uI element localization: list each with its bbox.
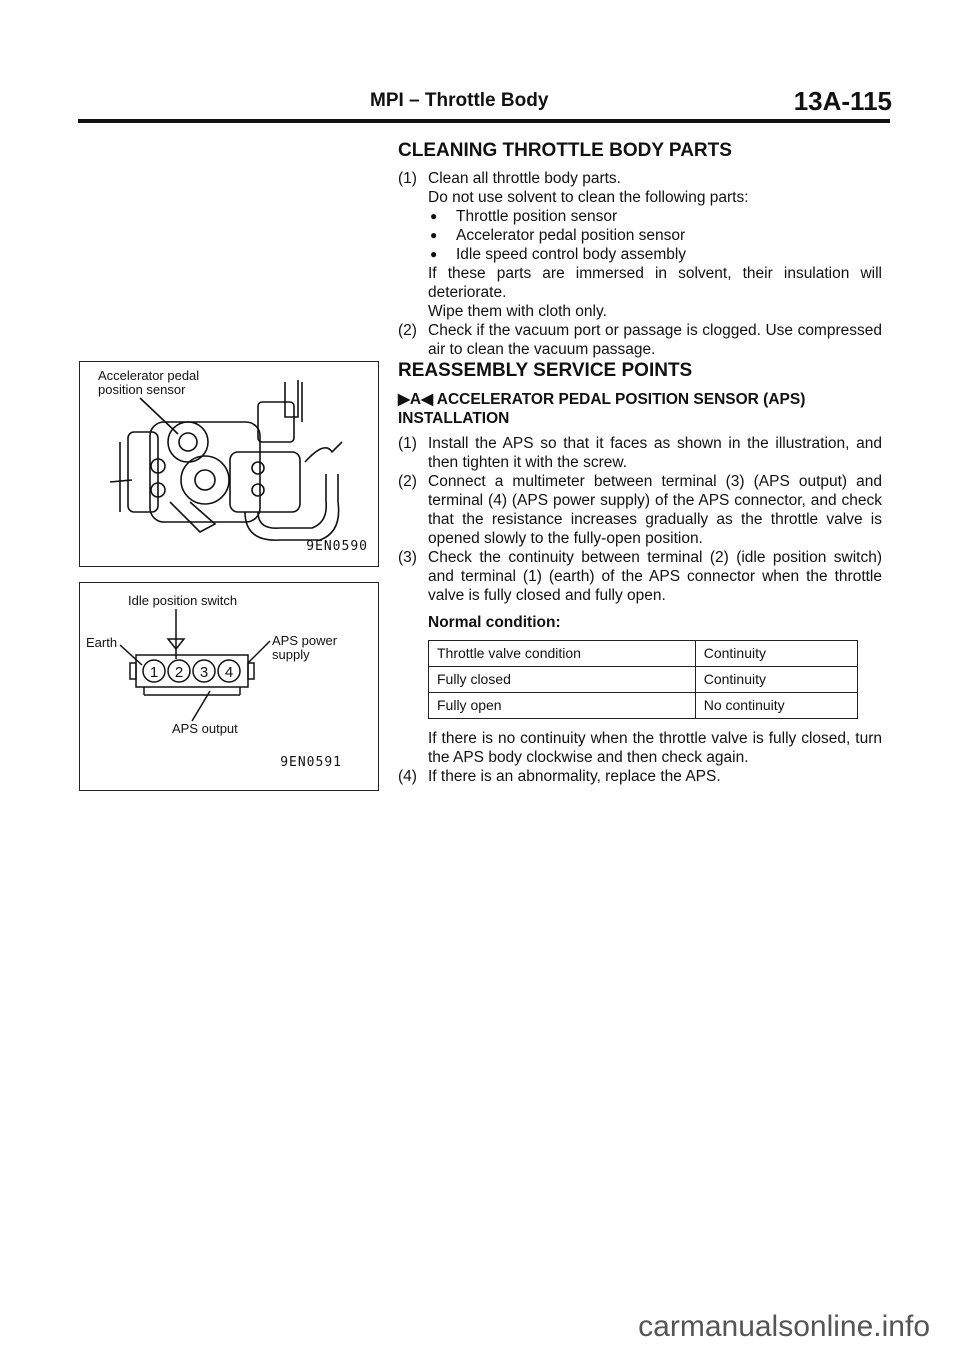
figure-label: APS power <box>272 633 338 648</box>
bullet-dot-icon: ● <box>430 247 438 261</box>
item-number: (2) <box>398 473 417 490</box>
item-text: Clean all throttle body parts. <box>428 170 621 187</box>
cleaning-heading: CLEANING THROTTLE BODY PARTS <box>398 140 732 161</box>
throttle-body-illustration <box>80 362 378 566</box>
table-cell: Fully closed <box>429 667 696 693</box>
figure-label: supply <box>272 647 310 662</box>
bullet-item: ● Idle speed control body assembly <box>430 246 687 263</box>
cleaning-section <box>398 140 882 359</box>
item-text: If these parts are immersed in solvent, their insulation will deteriorate. <box>428 265 882 301</box>
figure-aps-connector <box>79 582 379 791</box>
table-row <box>429 667 858 693</box>
table-cell: Continuity <box>695 667 857 693</box>
bullet-dot-icon: ● <box>430 209 438 223</box>
page-header-title: MPI – Throttle Body <box>370 90 549 111</box>
figure-label: Accelerator pedal <box>98 368 200 383</box>
bullet-item: ● Throttle position sensor <box>430 208 618 225</box>
table-header-cell: Throttle valve condition <box>429 641 696 667</box>
reassembly-section <box>398 360 882 786</box>
terminal-label: 4 <box>224 664 234 681</box>
figure-code: 9EN0591 <box>280 755 342 770</box>
cleaning-item-2 <box>398 321 882 359</box>
normal-condition-label: Normal condition: <box>428 614 561 631</box>
figure-label: Earth <box>86 635 118 650</box>
reassembly-item-4 <box>398 767 882 786</box>
bullet-dot-icon: ● <box>430 228 438 242</box>
terminal-label: 1 <box>149 664 159 681</box>
subhead-text: ACCELERATOR PEDAL POSITION SENSOR (APS) INSTALLATION <box>398 391 806 427</box>
table-cell: No continuity <box>695 693 857 719</box>
item-text: If there is an abnormality, replace the APS. <box>428 768 721 785</box>
figure-throttle-body <box>79 361 379 567</box>
bullet-item: ● Accelerator pedal position sensor <box>430 227 686 244</box>
item-number: (1) <box>398 435 417 452</box>
item-text: Wipe them with cloth only. <box>428 303 607 320</box>
cleaning-item-1 <box>398 169 882 321</box>
page-number: 13A-115 <box>793 86 892 116</box>
table-cell: Fully open <box>429 693 696 719</box>
aps-installation-subhead <box>398 390 882 428</box>
reassembly-item-2 <box>398 472 882 548</box>
service-point-marker: ▶A◀ <box>398 391 434 408</box>
reassembly-item-3 <box>398 548 882 605</box>
item-number: (3) <box>398 549 417 566</box>
item-text: Connect a multimeter between terminal (3) (APS output) and terminal (4) (APS power supply) of the APS connector, and check that the resistance increases gradually as the throttle valve is opened slowly to the fully-open position. <box>428 473 882 547</box>
figure-label: position sensor <box>98 382 186 397</box>
figure-code: 9EN0590 <box>306 539 368 554</box>
figure-label: APS output <box>172 721 238 736</box>
item-number: (4) <box>398 768 417 785</box>
terminal-label: 2 <box>174 664 184 681</box>
table-row <box>429 693 858 719</box>
after-table-text: If there is no continuity when the throttle valve is fully closed, turn the APS body clockwise and then check again. <box>428 730 882 766</box>
table-header-cell: Continuity <box>695 641 857 667</box>
continuity-table <box>428 640 858 719</box>
reassembly-heading: REASSEMBLY SERVICE POINTS <box>398 360 693 381</box>
item-text: Check the continuity between terminal (2) (idle position switch) and terminal (1) (earth) of the APS connector when the throttle valve is fully closed and fully open. <box>428 549 882 604</box>
item-text: Install the APS so that it faces as shown in the illustration, and then tighten it with the screw. <box>428 435 882 471</box>
reassembly-item-1 <box>398 434 882 472</box>
header-rule <box>78 119 890 123</box>
terminal-label: 3 <box>199 664 209 681</box>
item-number: (2) <box>398 322 417 339</box>
item-text: Do not use solvent to clean the following parts: <box>428 189 749 206</box>
figure-label: Idle position switch <box>128 593 238 608</box>
table-header-row <box>429 641 858 667</box>
item-number: (1) <box>398 170 417 187</box>
item-text: Check if the vacuum port or passage is clogged. Use compressed air to clean the vacuum passage. <box>428 322 882 358</box>
watermark: carmanualsonline.info <box>638 1310 930 1343</box>
